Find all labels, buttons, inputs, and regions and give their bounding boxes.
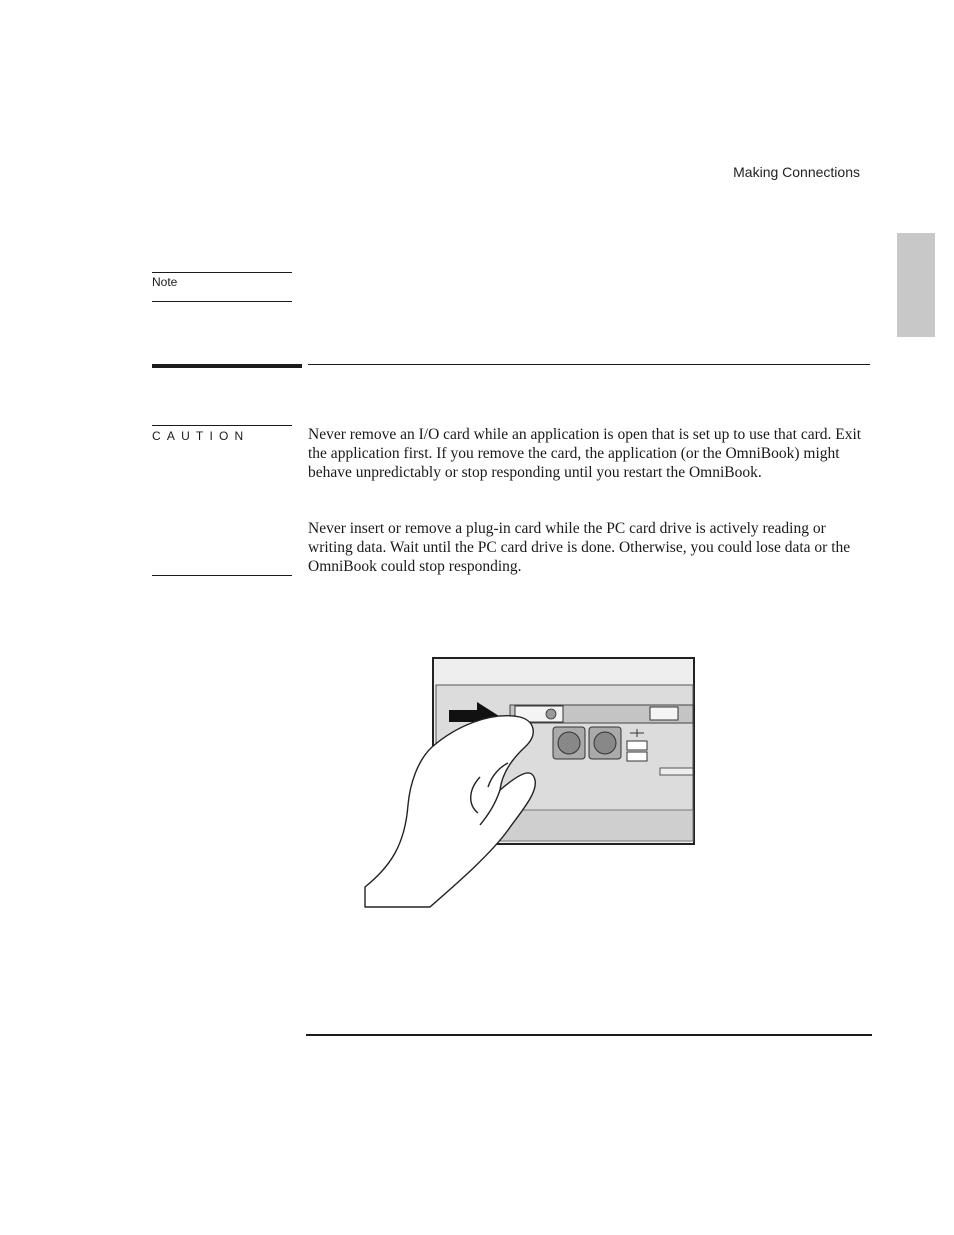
note-bottom-rule: [152, 301, 292, 302]
caution-paragraph-1: Never remove an I/O card while an application is open that is set up to use that card. Exit the application first. If you remove the card, the application (or the OmniBook) might behave unpredictably or stop responding until you restart the OmniBook.: [308, 426, 862, 481]
footer-rule: [306, 1034, 872, 1036]
section-divider-thick: [152, 364, 302, 368]
note-label: Note: [152, 275, 178, 289]
section-divider-thin: [308, 364, 870, 365]
caution-label: CAUTION: [152, 429, 250, 443]
caution-bottom-rule: [152, 575, 292, 576]
chapter-thumb-tab: [897, 233, 935, 337]
caution-paragraph-2: Never insert or remove a plug-in card while the PC card drive is actively reading or writing data. Wait until the PC card drive is done. Otherwise, you could lose data or the OmniBook could stop responding.: [308, 520, 851, 575]
note-top-rule: [152, 272, 292, 273]
hand-icon: [365, 716, 535, 907]
card-eject-illustration: [360, 655, 700, 910]
small-door-icon: [650, 707, 678, 720]
running-header: Making Connections: [733, 164, 860, 180]
caution-top-rule: [152, 425, 292, 426]
